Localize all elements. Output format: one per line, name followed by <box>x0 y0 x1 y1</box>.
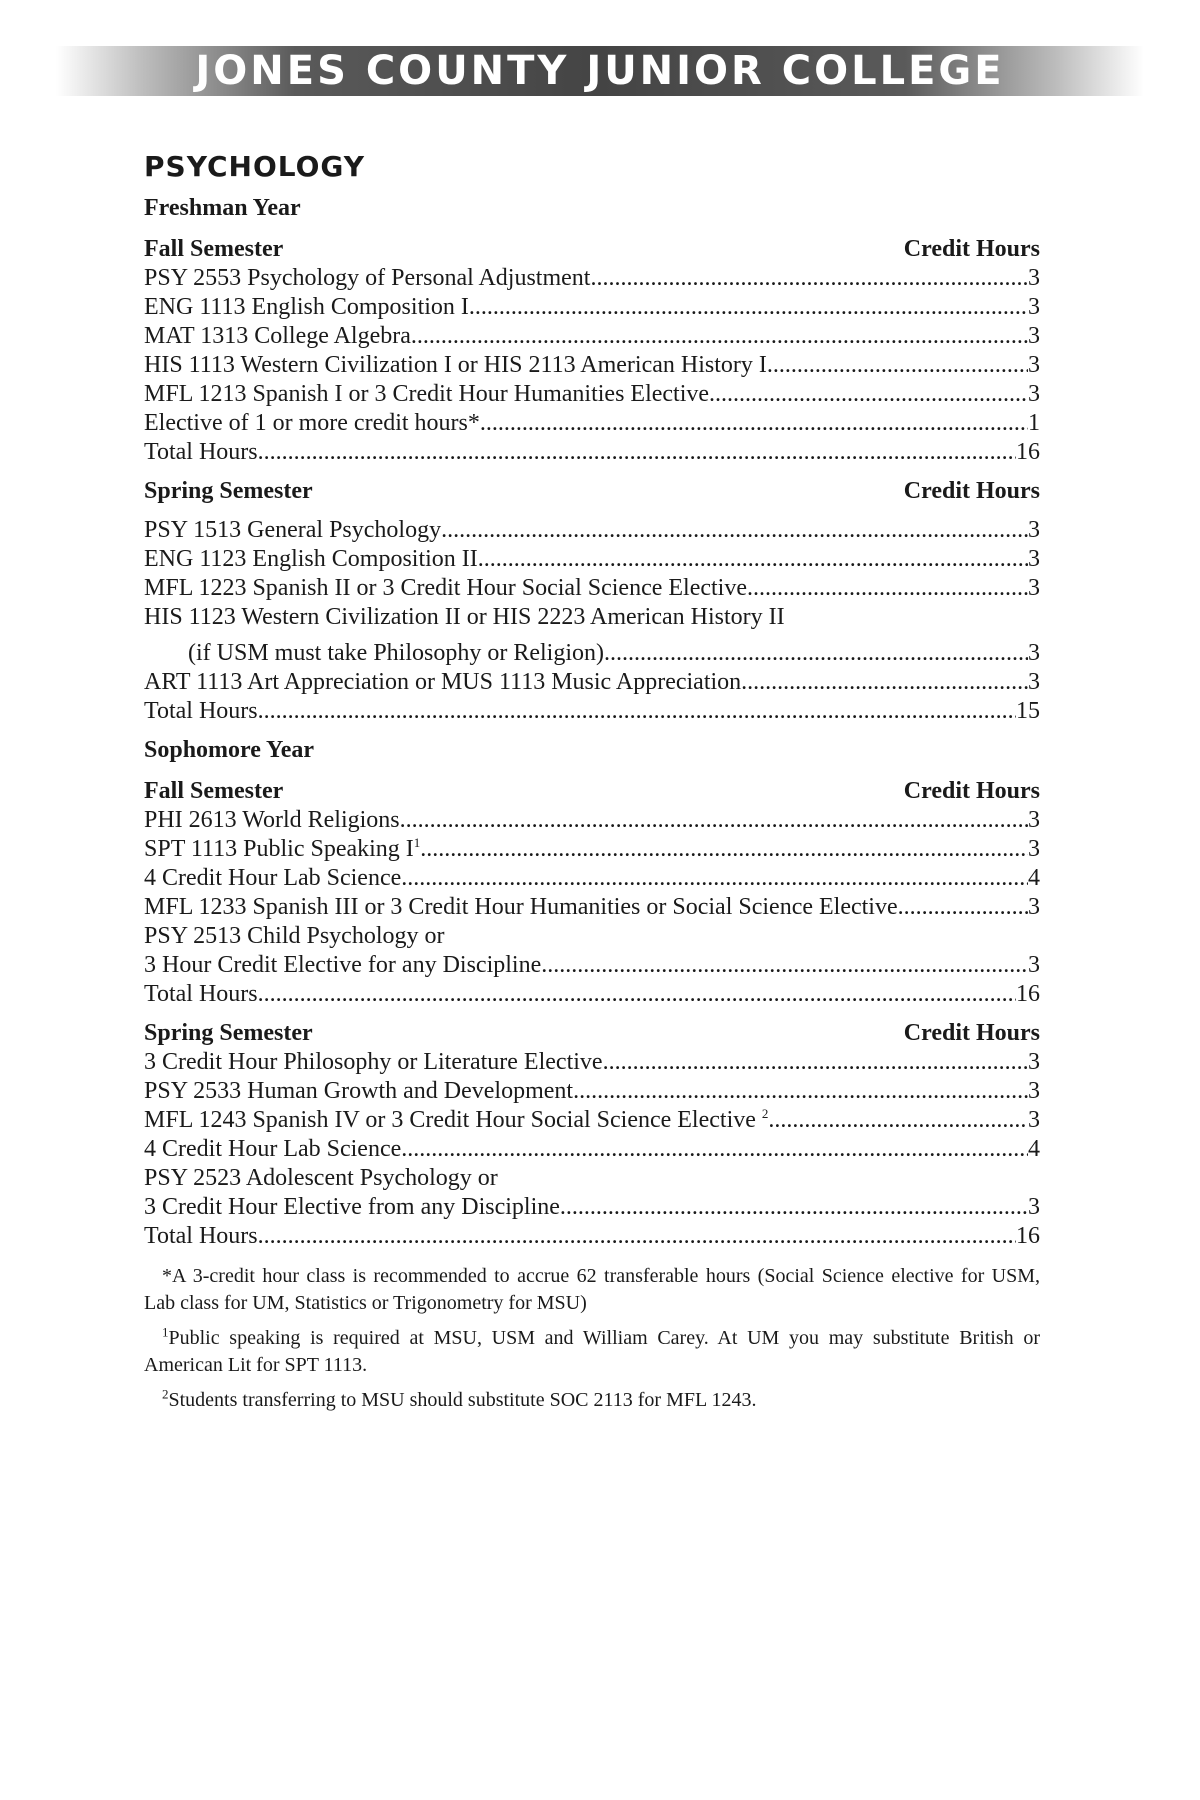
header-banner <box>56 46 1144 96</box>
course-hours: 3 <box>1028 1106 1040 1133</box>
course-name: 4 Credit Hour Lab Science <box>144 1135 402 1162</box>
course-row <box>144 545 1040 574</box>
course-hours: 3 <box>1028 545 1040 572</box>
course-row <box>144 864 1040 893</box>
total-hours: 15 <box>1016 697 1040 724</box>
course-hours: 3 <box>1028 893 1040 920</box>
course-row <box>144 264 1040 293</box>
freshman-fall-section <box>144 235 1040 467</box>
course-row <box>144 835 1040 864</box>
course-name: 4 Credit Hour Lab Science <box>144 864 402 891</box>
total-hours: 16 <box>1016 980 1040 1007</box>
footnote-text: Public speaking is required at MSU, USM and William Carey. At UM you may substitute British or American Lit for SPT 1113. <box>144 1326 1040 1376</box>
total-row <box>144 697 1040 726</box>
course-hours: 3 <box>1028 668 1040 695</box>
total-label: Total Hours <box>144 697 258 724</box>
footnote-2 <box>144 1387 1040 1414</box>
footnote-1 <box>144 1325 1040 1379</box>
course-name-continuation: 3 Credit Hour Elective from any Discipline <box>144 1193 560 1220</box>
course-name: ART 1113 Art Appreciation or MUS 1113 Music Appreciation <box>144 668 742 695</box>
course-name: PSY 2533 Human Growth and Development <box>144 1077 574 1104</box>
course-hours: 3 <box>1028 574 1040 601</box>
course-name: MFL 1223 Spanish II or 3 Credit Hour Social Science Elective <box>144 574 747 601</box>
course-name: MFL 1243 Spanish IV or 3 Credit Hour Social Science Elective <box>144 1106 756 1133</box>
course-name: MFL 1233 Spanish III or 3 Credit Hour Humanities or Social Science Elective <box>144 893 898 920</box>
credit-hours-label: Credit Hours <box>903 477 1040 504</box>
course-row <box>144 668 1040 697</box>
course-hours: 4 <box>1028 1135 1040 1162</box>
freshman-year-heading: Freshman Year <box>144 194 301 221</box>
course-row-continuation <box>144 951 1040 980</box>
course-name: PSY 1513 General Psychology <box>144 516 442 543</box>
course-row <box>144 409 1040 438</box>
total-hours: 16 <box>1016 1222 1040 1249</box>
footnotes <box>144 1263 1040 1414</box>
course-hours: 3 <box>1028 293 1040 320</box>
semester-header <box>144 477 1040 506</box>
footnote-mark: 1 <box>413 834 421 850</box>
course-name: Elective of 1 or more credit hours* <box>144 409 480 436</box>
semester-label: Spring Semester <box>144 1019 313 1046</box>
course-row <box>144 380 1040 409</box>
total-label: Total Hours <box>144 980 258 1007</box>
program-title: PSYCHOLOGY <box>144 150 366 183</box>
footnote-mark: 2 <box>761 1105 769 1121</box>
course-row <box>144 351 1040 380</box>
semester-label: Fall Semester <box>144 235 284 262</box>
course-name: PHI 2613 World Religions <box>144 806 400 833</box>
course-row <box>144 1077 1040 1106</box>
course-name: HIS 1123 Western Civilization II or HIS 2223 American History II <box>144 603 785 630</box>
course-name: 3 Credit Hour Philosophy or Literature Elective <box>144 1048 603 1075</box>
course-name: SPT 1113 Public Speaking I <box>144 835 414 862</box>
course-row <box>144 806 1040 835</box>
course-row <box>144 1135 1040 1164</box>
course-hours: 3 <box>1028 351 1040 378</box>
total-label: Total Hours <box>144 1222 258 1249</box>
course-name: PSY 2553 Psychology of Personal Adjustment <box>144 264 591 291</box>
course-name: MFL 1213 Spanish I or 3 Credit Hour Humanities Elective <box>144 380 710 407</box>
sophomore-fall-section <box>144 777 1040 1009</box>
total-row <box>144 980 1040 1009</box>
course-hours: 3 <box>1028 264 1040 291</box>
course-hours: 3 <box>1028 516 1040 543</box>
course-name: HIS 1113 Western Civilization I or HIS 2113 American History I <box>144 351 767 378</box>
course-row <box>144 1048 1040 1077</box>
sophomore-spring-section <box>144 1019 1040 1251</box>
course-hours: 3 <box>1028 380 1040 407</box>
course-hours: 3 <box>1028 1193 1040 1220</box>
course-hours: 3 <box>1028 1077 1040 1104</box>
semester-header <box>144 1019 1040 1048</box>
course-hours: 3 <box>1028 806 1040 833</box>
sophomore-year-heading: Sophomore Year <box>144 736 314 763</box>
course-name: PSY 2513 Child Psychology or <box>144 922 445 949</box>
course-row-continuation <box>144 639 1040 668</box>
semester-label: Spring Semester <box>144 477 313 504</box>
course-hours: 3 <box>1028 639 1040 666</box>
semester-header <box>144 235 1040 264</box>
course-name-continuation: (if USM must take Philosophy or Religion) <box>188 639 604 666</box>
semester-label: Fall Semester <box>144 777 284 804</box>
course-hours: 3 <box>1028 322 1040 349</box>
total-label: Total Hours <box>144 438 258 465</box>
credit-hours-label: Credit Hours <box>903 1019 1040 1046</box>
course-name: ENG 1113 English Composition I <box>144 293 469 320</box>
course-row <box>144 893 1040 922</box>
course-name-continuation: 3 Hour Credit Elective for any Discipline <box>144 951 542 978</box>
curriculum-content <box>144 150 1040 1422</box>
course-hours: 3 <box>1028 1048 1040 1075</box>
asterisk-note: *A 3-credit hour class is recommended to accrue 62 transferable hours (Social Science elective for USM, Lab class for UM, Statistics or Trigonometry for MSU) <box>144 1264 1040 1314</box>
college-title: JONES COUNTY JUNIOR COLLEGE <box>195 48 1005 94</box>
footnote-mark: 1 <box>162 1323 169 1339</box>
total-hours: 16 <box>1016 438 1040 465</box>
semester-header <box>144 777 1040 806</box>
course-row <box>144 322 1040 351</box>
course-name: ENG 1123 English Composition II <box>144 545 478 572</box>
freshman-spring-section <box>144 477 1040 726</box>
course-row <box>144 574 1040 603</box>
course-row <box>144 293 1040 322</box>
course-row <box>144 516 1040 545</box>
footnote-text: Students transferring to MSU should substitute SOC 2113 for MFL 1243. <box>168 1388 757 1411</box>
course-hours: 3 <box>1028 835 1040 862</box>
course-row <box>144 1106 1040 1135</box>
course-row-continuation <box>144 1193 1040 1222</box>
course-name: PSY 2523 Adolescent Psychology or <box>144 1164 498 1191</box>
total-row <box>144 1222 1040 1251</box>
course-hours: 4 <box>1028 864 1040 891</box>
course-hours: 3 <box>1028 951 1040 978</box>
course-name: MAT 1313 College Algebra <box>144 322 411 349</box>
course-hours: 1 <box>1028 409 1040 436</box>
footnote-mark: 2 <box>162 1385 169 1401</box>
total-row <box>144 438 1040 467</box>
credit-hours-label: Credit Hours <box>903 235 1040 262</box>
credit-hours-label: Credit Hours <box>903 777 1040 804</box>
